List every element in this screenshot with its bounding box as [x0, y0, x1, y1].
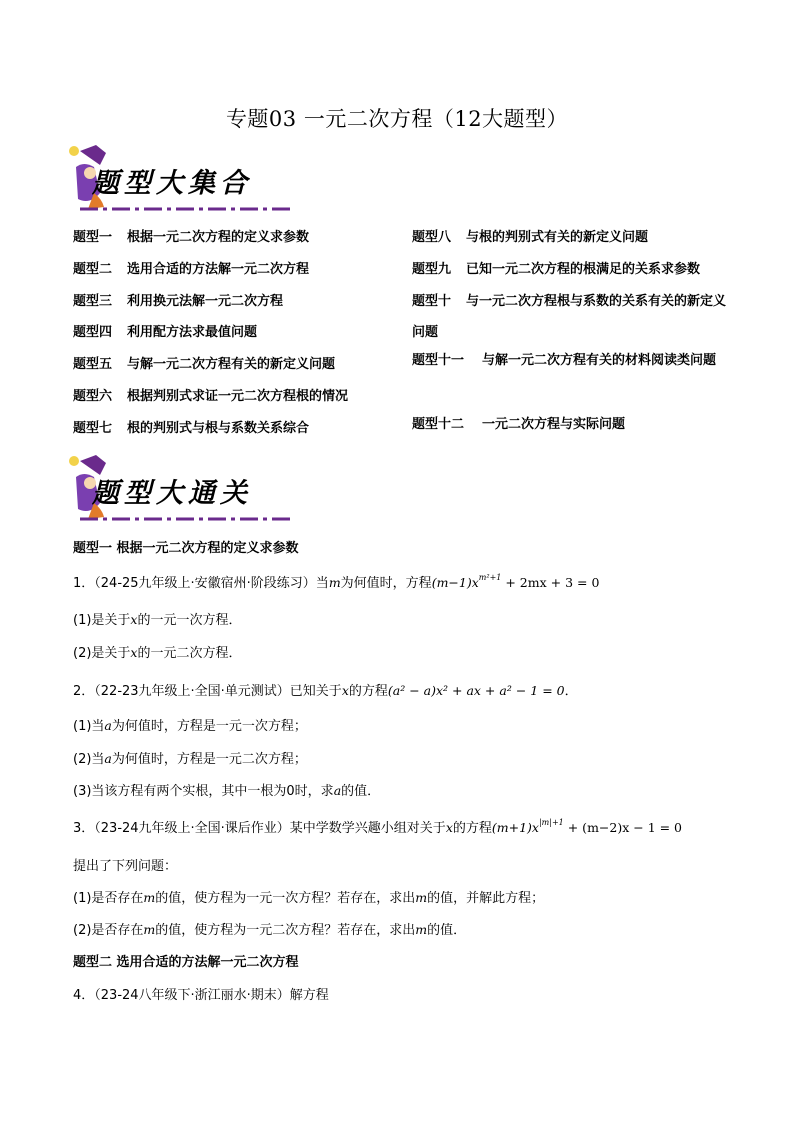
toc-item[interactable]: 题型十 与一元二次方程根与系数的关系有关的新定义问题 [412, 293, 727, 341]
banner-collection [66, 143, 296, 215]
equation: (a² − a)x² + ax + a² − 1 = 0 [387, 683, 565, 698]
toc-right-column [412, 226, 732, 445]
question-3: 3．（23-24九年级上·全国·课后作业）某中学数学兴趣小组对关于x的方程$(m+1)x^{|m|+1} + (m-2)x - 1 = 0$ [73, 818, 683, 836]
banner-title: 题型大通关 [92, 478, 252, 509]
toc-item[interactable]: 题型七 根的判别式与根与系数关系综合 [73, 420, 310, 436]
toc-item[interactable]: 题型八 与根的判别式有关的新定义问题 [412, 230, 649, 245]
section-heading: 题型二 选用合适的方法解一元二次方程 [73, 955, 299, 970]
question-3-part-2: (2)是否存在m的值，使方程为一元二次方程？若存在，求出m的值． [73, 922, 467, 938]
question-1-part-1: (1)是关于x的一元一次方程． [73, 612, 242, 628]
banner-title: 题型大集合 [92, 168, 252, 199]
equation: $(m-1)x^{m^2+1} + 2mx + 3 = 0$ [431, 573, 600, 590]
toc-item[interactable]: 题型九 已知一元二次方程的根满足的关系求参数 [412, 261, 701, 277]
question-3-intro: 提出了下列问题： [73, 859, 178, 874]
toc-item[interactable]: 题型二 选用合适的方法解一元二次方程 [73, 261, 310, 277]
toc-item[interactable]: 题型一 根据一元二次方程的定义求参数 [73, 230, 310, 245]
toc-item[interactable]: 题型十二 一元二次方程与实际问题 [412, 416, 626, 432]
question-2-part-2: (2)当a为何值时，方程是一元二次方程； [73, 751, 307, 767]
toc-left-column [73, 226, 403, 449]
toc-item[interactable]: 题型六 根据判别式求证一元二次方程根的情况 [73, 388, 349, 404]
question-2-part-1: (1)当a为何值时，方程是一元一次方程； [73, 718, 307, 734]
banner-practice [66, 453, 296, 525]
toc-item[interactable]: 题型十一 与解一元二次方程有关的材料阅读类问题 [412, 353, 717, 369]
question-1-part-2: (2)是关于x的一元二次方程． [73, 645, 242, 661]
question-1: 1．（24-25九年级上·安徽宿州·阶段练习）当m为何值时，方程$(m-1)x^{m^2+1} + 2mx + 3 = 0$ [73, 573, 600, 591]
question-4: 4．（23-24八年级下·浙江丽水·期末）解方程 [73, 988, 329, 1003]
question-3-part-1: (1)是否存在m的值，使方程为一元一次方程？若存在，求出m的值，并解此方程； [73, 890, 545, 906]
toc-item[interactable]: 题型三 利用换元法解一元二次方程 [73, 293, 284, 309]
question-2: 2．（22-23九年级上·全国·单元测试）已知关于x的方程(a² − a)x² + ax + a² − 1 = 0． [73, 683, 578, 699]
question-2-part-3: (3)当该方程有两个实根，其中一根为0时，求a的值． [73, 783, 381, 799]
page-title: 专题03 一元二次方程（12大题型） [225, 107, 569, 131]
toc-item[interactable]: 题型四 利用配方法求最值问题 [73, 325, 258, 341]
equation: $(m+1)x^{|m|+1} + (m-2)x - 1 = 0$ [491, 818, 683, 835]
toc-item[interactable]: 题型五 与解一元二次方程有关的新定义问题 [73, 357, 336, 373]
section-heading: 题型一 根据一元二次方程的定义求参数 [73, 541, 299, 556]
